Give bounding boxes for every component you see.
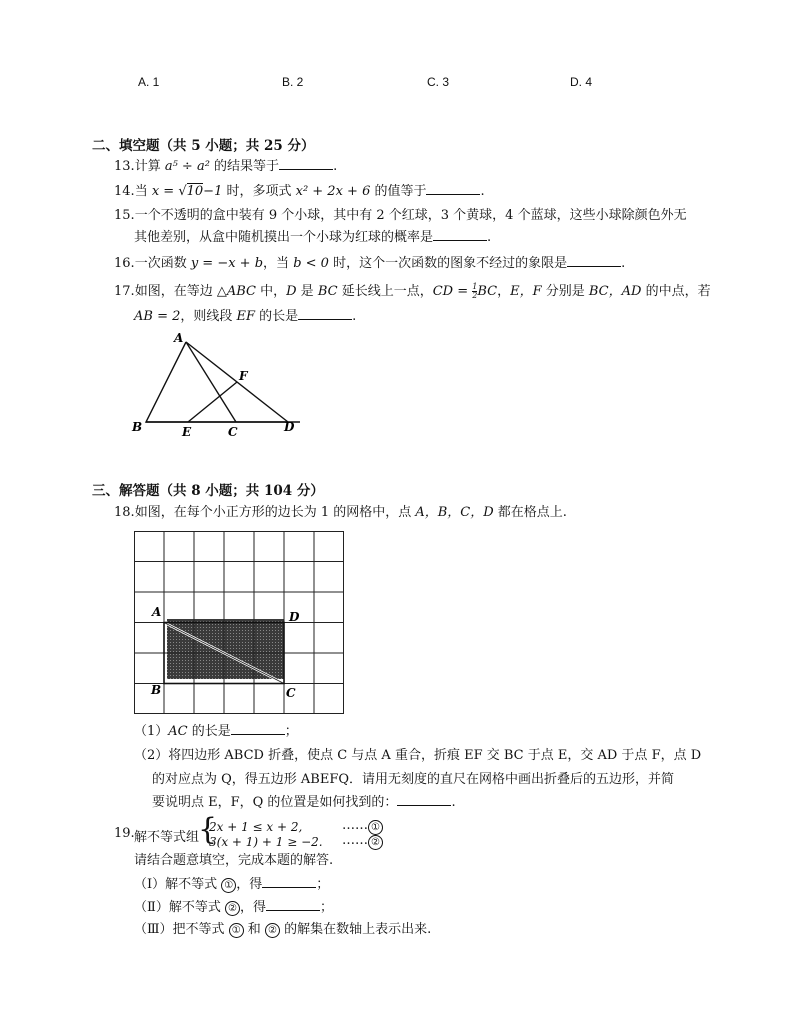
- q18-text: 如图，在每个小正方形的边长为 1 的网格中，点: [134, 505, 416, 520]
- option-c: C. 3: [427, 75, 450, 89]
- q19-s3-b: 和: [243, 922, 265, 937]
- q16-condition: b < 0: [293, 256, 329, 271]
- q14-text-c: 的值等于: [370, 184, 427, 199]
- q14-x: x =: [151, 184, 179, 199]
- system-brace: {: [198, 812, 218, 847]
- question-number: 15.: [114, 208, 135, 223]
- label-a: A: [174, 331, 184, 345]
- section-title-solve: 三、解答题（共 8 小题；共 104 分）: [92, 483, 324, 499]
- q17-end: .: [352, 309, 357, 324]
- q17-line1-b: 中，: [255, 284, 287, 299]
- segment-ef: [188, 382, 237, 422]
- q17-line1-d: 延长线上一点，: [337, 284, 433, 299]
- triangle-abd: [146, 342, 288, 422]
- question-18-part2-line2: [152, 770, 674, 790]
- question-number: 19.: [114, 826, 135, 841]
- q15-line1: 一个不透明的盒中装有 9 个小球，其中有 2 个红球，3 个黄球，4 个蓝球，这些小球除颜色外无: [134, 208, 687, 223]
- q14-text-a: 当: [134, 184, 152, 199]
- label-d: D: [289, 610, 300, 624]
- q13-end: .: [333, 159, 338, 174]
- answer-blank[interactable]: [397, 793, 451, 806]
- answer-blank[interactable]: [426, 182, 480, 195]
- question-number: 14.: [114, 184, 135, 199]
- mark-1: ①: [368, 820, 383, 835]
- answer-blank[interactable]: [433, 228, 487, 241]
- q17-seg: EF: [236, 309, 256, 324]
- q14-minus: −1: [203, 184, 223, 199]
- label-c: C: [286, 686, 296, 700]
- q13-text-b: 的结果等于: [209, 159, 280, 174]
- question-number: 13.: [114, 159, 135, 174]
- q19-s2-b: ，得: [239, 900, 266, 915]
- dots-2: ……: [342, 833, 368, 848]
- q19-step2: [134, 898, 333, 918]
- option-a: A. 1: [138, 75, 160, 89]
- option-d: D. 4: [570, 75, 593, 89]
- q17-bc: BC: [317, 284, 338, 299]
- q16-function: y = −x + b: [190, 256, 264, 271]
- q19-intro: 请结合题意填空，完成本题的解答.: [134, 853, 334, 868]
- label-b: B: [151, 683, 162, 697]
- q19-step3: [134, 920, 431, 940]
- inequality-2: 3(x + 1) + 1 ≥ −2.: [209, 835, 323, 849]
- q18-sub2-line1: （2）将四边形 ABCD 折叠，使点 C 与点 A 重合，折痕 EF 交 BC 于点 E，交 AD 于点 F，点 D: [134, 748, 702, 763]
- question-14: [114, 182, 485, 202]
- q18-sub1-end: ；: [284, 724, 298, 739]
- q17-abc: ABC: [226, 284, 256, 299]
- q16-text-a: 一次函数: [134, 256, 191, 271]
- label-f: F: [239, 369, 248, 383]
- q17-cd: CD =: [432, 284, 473, 299]
- q18-text-b: 都在格点上.: [493, 505, 567, 520]
- mark-2: ②: [368, 835, 383, 850]
- q13-text-a: 计算: [134, 159, 165, 174]
- q17-line2-a: ，则线段: [180, 309, 237, 324]
- answer-blank[interactable]: [298, 307, 352, 320]
- q18-sub2-end: .: [451, 795, 456, 810]
- q17-line2-b: 的长是: [255, 309, 299, 324]
- label-a: A: [152, 605, 162, 619]
- q16-text-b: ，当: [263, 256, 294, 271]
- question-17: [114, 282, 711, 302]
- q19-step1: [134, 875, 329, 895]
- answer-blank[interactable]: [262, 875, 316, 888]
- q17-ef: E，F: [510, 284, 542, 299]
- q14-radicand: 10: [186, 184, 204, 199]
- q19-s1-end: ；: [316, 877, 330, 892]
- question-18-part1: [134, 722, 298, 742]
- question-number: 17.: [114, 284, 135, 299]
- question-18: [114, 503, 567, 523]
- sqrt-sign: √: [178, 184, 187, 199]
- q17-line1-a: 如图，在等边 △: [134, 284, 227, 299]
- q18-sub2-line3: 要说明点 E，F，Q 的位置是如何找到的：: [152, 795, 398, 810]
- q14-polynomial: x² + 2x + 6: [295, 184, 371, 199]
- label-c: C: [228, 425, 238, 439]
- q14-end: .: [480, 184, 485, 199]
- q18-sub1-a: （1）: [134, 724, 169, 739]
- q17-line1-e: ，: [497, 284, 511, 299]
- question-18-part2-line3: [152, 793, 456, 813]
- inequality-1: 2x + 1 ≤ x + 2,: [209, 820, 303, 834]
- q18-points: A，B，C，D: [415, 505, 494, 520]
- q17-bcad: BC，AD: [588, 284, 642, 299]
- answer-blank[interactable]: [231, 722, 285, 735]
- q19-s3-c: 的解集在数轴上表示出来.: [279, 922, 432, 937]
- q18-sub2-line2: 的对应点为 Q，得五边形 ABEFQ．请用无刻度的直尺在网格中画出折叠后的五边形，并简: [152, 772, 675, 787]
- mark-1: ①: [229, 923, 244, 938]
- q13-expression: a⁵ ÷ a²: [164, 159, 210, 174]
- option-b: B. 2: [282, 75, 304, 89]
- dots-1: ……: [342, 818, 368, 833]
- label-d: D: [284, 420, 295, 434]
- q17-d: D: [286, 284, 297, 299]
- label-b: B: [132, 420, 143, 434]
- question-16: [114, 254, 625, 274]
- q19-s1-a: （Ⅰ）解不等式: [134, 877, 222, 892]
- fraction-numerator: 1: [472, 282, 478, 291]
- q18-sub1-b: 的长是: [187, 724, 231, 739]
- question-18-part2: [134, 746, 701, 766]
- answer-blank[interactable]: [266, 898, 320, 911]
- q19-s2-end: ；: [319, 900, 333, 915]
- mark-1: ①: [221, 878, 236, 893]
- q14-text-b: 时，多项式: [222, 184, 296, 199]
- q17-line1-g: 的中点，若: [641, 284, 711, 299]
- q19-s2-a: （Ⅱ）解不等式: [134, 900, 225, 915]
- q17-line1-f: 分别是: [541, 284, 589, 299]
- q19-s1-b: ，得: [236, 877, 263, 892]
- question-15: [114, 206, 687, 226]
- segment-ac: [186, 342, 236, 422]
- mark-2: ②: [225, 901, 240, 916]
- question-number: 16.: [114, 256, 135, 271]
- shaded-region: [167, 619, 284, 679]
- grid-figure: [134, 531, 346, 717]
- question-17-line2: [134, 307, 356, 327]
- label-e: E: [182, 425, 192, 439]
- triangle-figure: [128, 330, 308, 442]
- q18-ac: AC: [168, 724, 188, 739]
- answer-blank[interactable]: [567, 254, 621, 267]
- section-title-fill-blank: 二、填空题（共 5 小题；共 25 分）: [92, 138, 315, 154]
- answer-blank[interactable]: [279, 157, 333, 170]
- question-number: 18.: [114, 505, 135, 520]
- q17-cd-bc: BC: [477, 284, 498, 299]
- q17-line1-c: 是: [296, 284, 318, 299]
- q16-text-c: 时，这个一次函数的图象不经过的象限是: [328, 256, 568, 271]
- question-15-line2: [134, 228, 491, 248]
- q15-line2: 其他差别，从盒中随机摸出一个小球为红球的概率是: [134, 230, 434, 245]
- question-13: [114, 157, 337, 177]
- fraction-denominator: 2: [472, 291, 478, 300]
- q19-s3-a: （Ⅲ）把不等式: [134, 922, 229, 937]
- q16-end: .: [621, 256, 626, 271]
- q15-end: .: [487, 230, 492, 245]
- mark-2: ②: [265, 923, 280, 938]
- q19-lead: 解不等式组: [134, 830, 200, 845]
- q17-ab: AB = 2: [134, 309, 181, 324]
